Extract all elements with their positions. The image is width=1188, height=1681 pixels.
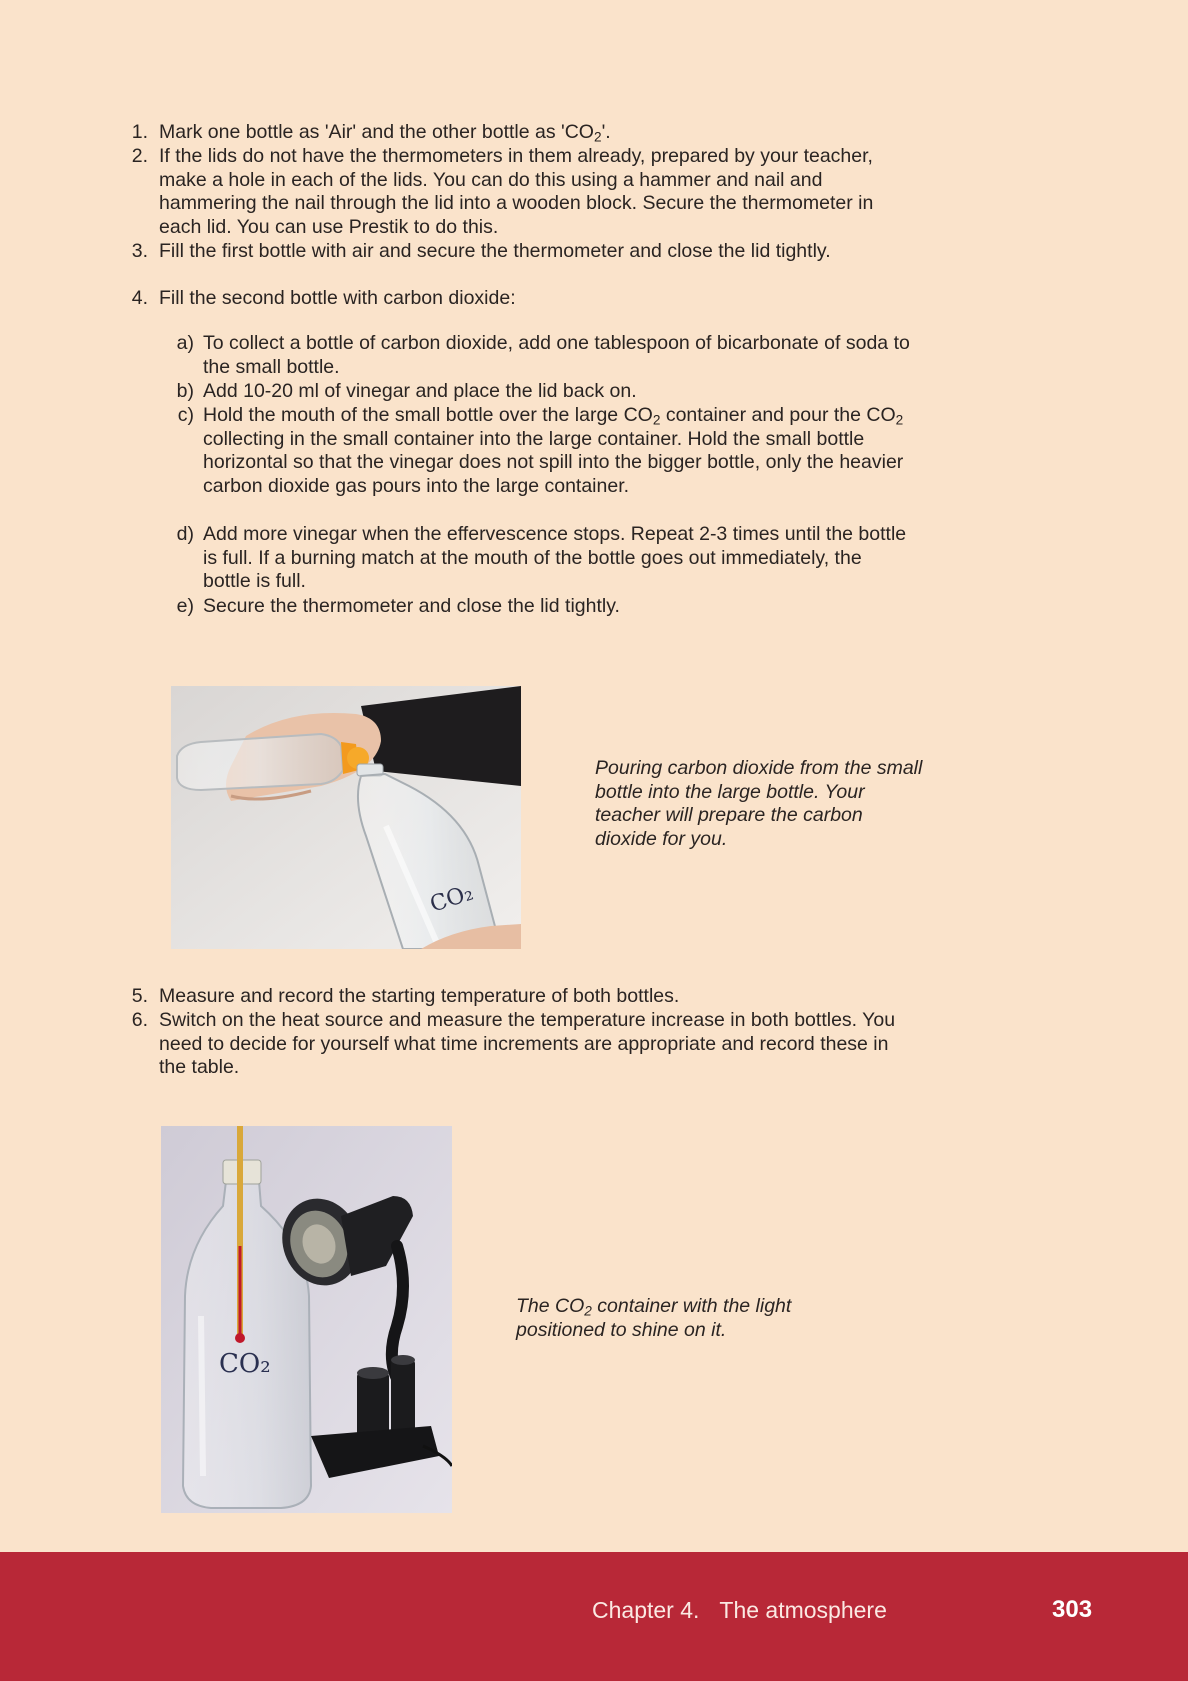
substep-c — [170, 404, 910, 498]
step-number: 3. — [131, 240, 148, 262]
step-text: Measure and record the starting temperature of both bottles. — [159, 985, 680, 1007]
step-text: If the lids do not have the thermometers in them already, prepared by your teacher, make a hole in each of the lids. You can do this using a hammer and nail and hammering the nail through the lid into a wooden block. Secure the thermometer in each lid. You can use Prestik to do this. — [159, 145, 874, 238]
pouring-photo — [171, 686, 521, 949]
step-6 — [128, 1009, 908, 1080]
lamp-bottle-photo — [161, 1126, 452, 1513]
step-number: 5. — [131, 985, 148, 1007]
substep-text: Hold the mouth of the small bottle over the large $CO_2$ container and pour the $CO_2$ collecting in the small container into the large container. Hold the small bottle horizontal so that the vinegar does not spill into the bigger bottle, only the heavier carbon dioxide gas pours into the large container. — [203, 404, 904, 497]
step-number: 2. — [131, 145, 148, 167]
figure2-caption: The $CO_2$ container with the light positioned to shine on it. — [516, 1295, 792, 1341]
substep-letter: b) — [176, 380, 194, 402]
substep-text: Secure the thermometer and close the lid tightly. — [203, 595, 620, 617]
substep-letter: c) — [177, 404, 194, 426]
step-1 — [128, 121, 908, 145]
substep-text: To collect a bottle of carbon dioxide, add one tablespoon of bicarbonate of soda to the small bottle. — [203, 332, 910, 378]
substep-text: Add more vinegar when the effervescence stops. Repeat 2-3 times until the bottle is full. If a burning match at the mouth of the bottle goes out immediately, the bottle is full. — [203, 523, 907, 593]
step-number: 1. — [131, 121, 148, 143]
page-number: 303 — [1052, 1596, 1093, 1623]
bottle-label: CO₂ — [427, 880, 477, 918]
step-5 — [128, 985, 908, 1009]
bottle-label: CO₂ — [219, 1349, 271, 1379]
step-text: Mark one bottle as 'Air' and the other bottle as '$CO_2$'. — [159, 121, 611, 145]
step-text: Fill the second bottle with carbon dioxide: — [159, 287, 516, 309]
substep-text: Add 10-20 ml of vinegar and place the lid back on. — [203, 380, 637, 402]
substep-e — [170, 595, 910, 619]
step-number: 4. — [131, 287, 148, 309]
substep-a — [170, 332, 910, 379]
step-text: Fill the first bottle with air and secure the thermometer and close the lid tightly. — [159, 240, 831, 262]
substep-letter: e) — [176, 595, 194, 617]
substep-letter: a) — [176, 332, 194, 354]
step-number: 6. — [131, 1009, 148, 1031]
step-text: Switch on the heat source and measure the temperature increase in both bottles. You need to decide for yourself what time increments are appropriate and record these in the table. — [159, 1009, 896, 1079]
step-4 — [128, 287, 908, 311]
chapter-title: Chapter 4. The atmosphere — [592, 1597, 887, 1623]
substep-letter: d) — [176, 523, 194, 545]
step-2 — [128, 145, 908, 239]
substep-d — [170, 523, 910, 594]
step-3 — [128, 240, 908, 264]
figure1-caption: Pouring carbon dioxide from the small bottle into the large bottle. Your teacher will prepare the carbon dioxide for you. — [595, 757, 923, 850]
substep-b — [170, 380, 910, 404]
